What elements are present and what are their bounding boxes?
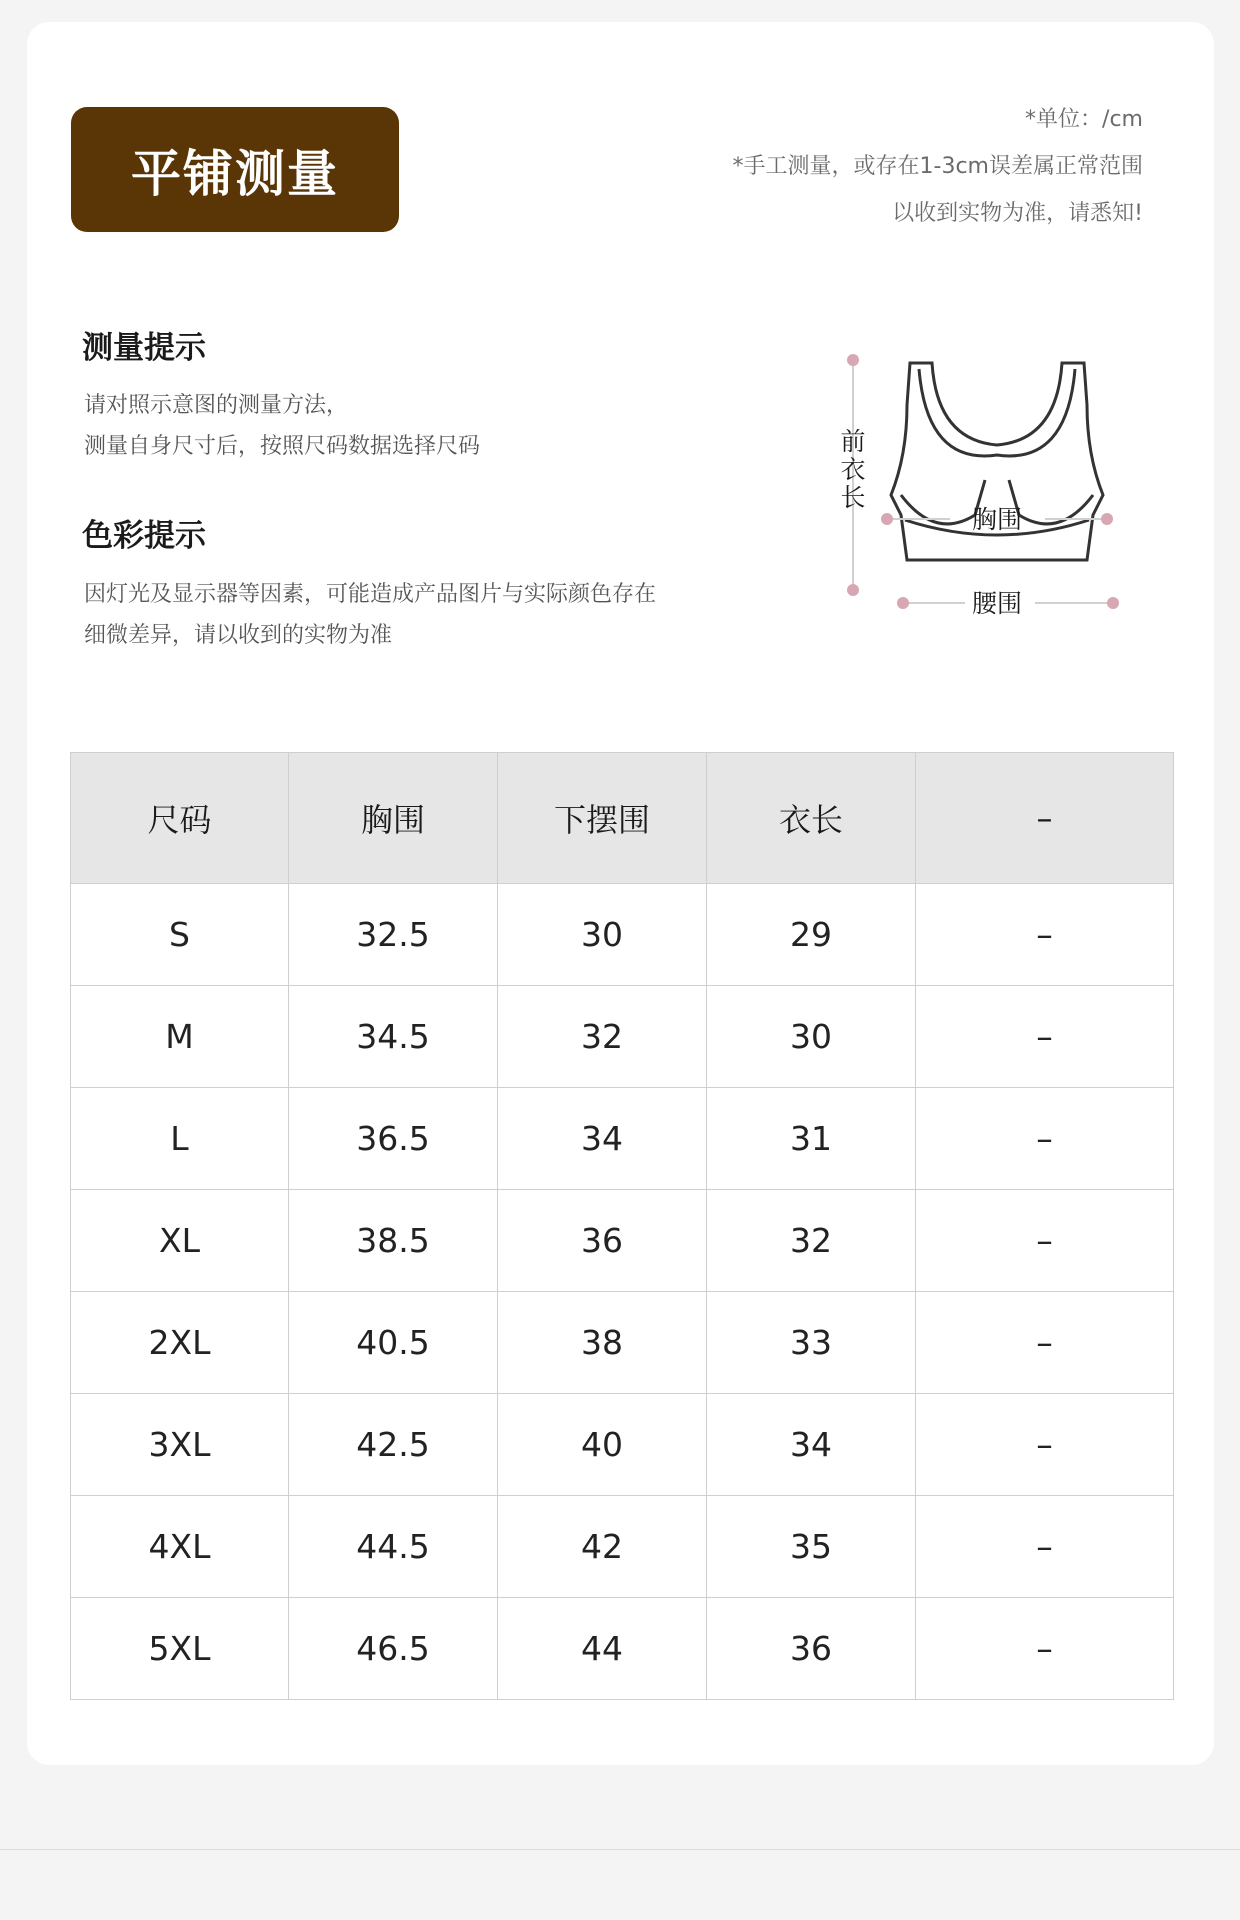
cell-size: L bbox=[71, 1088, 289, 1190]
cell-size: M bbox=[71, 986, 289, 1088]
front-length-label-1: 前 bbox=[840, 427, 866, 456]
cell-extra: – bbox=[916, 1088, 1174, 1190]
color-tip-line-1: 因灯光及显示器等因素，可能造成产品图片与实际颜色存在 bbox=[84, 582, 657, 607]
cell-size: 5XL bbox=[71, 1598, 289, 1700]
front-length-bottom-dot bbox=[847, 584, 859, 596]
table-row bbox=[71, 884, 1174, 986]
cell-length: 29 bbox=[707, 884, 916, 986]
header-length: 衣长 bbox=[707, 753, 916, 884]
measure-tip-line-1: 请对照示意图的测量方法， bbox=[84, 393, 349, 418]
cell-hem: 32 bbox=[498, 986, 707, 1088]
cell-extra: – bbox=[916, 986, 1174, 1088]
chest-left-dot bbox=[881, 513, 893, 525]
note-unit: *单位：/cm bbox=[1025, 107, 1143, 132]
chest-right-dot bbox=[1101, 513, 1113, 525]
cell-length: 33 bbox=[707, 1292, 916, 1394]
cell-length: 32 bbox=[707, 1190, 916, 1292]
front-length-label-3: 长 bbox=[840, 483, 866, 512]
cell-extra: – bbox=[916, 1496, 1174, 1598]
measure-tip-line-2: 测量自身尺寸后，按照尺码数据选择尺码 bbox=[84, 434, 481, 459]
waist-left-dot bbox=[897, 597, 909, 609]
color-tip-line-2: 细微差异，请以收到的实物为准 bbox=[84, 623, 393, 648]
table-row bbox=[71, 986, 1174, 1088]
cell-hem: 34 bbox=[498, 1088, 707, 1190]
title-badge-text: 平铺测量 bbox=[131, 144, 339, 203]
cell-hem: 40 bbox=[498, 1394, 707, 1496]
color-tip-body bbox=[84, 574, 656, 656]
table-row bbox=[71, 1088, 1174, 1190]
cell-chest: 36.5 bbox=[289, 1088, 498, 1190]
header-chest: 胸围 bbox=[289, 753, 498, 884]
header-size: 尺码 bbox=[71, 753, 289, 884]
front-length-top-dot bbox=[847, 354, 859, 366]
cell-chest: 40.5 bbox=[289, 1292, 498, 1394]
cell-size: 2XL bbox=[71, 1292, 289, 1394]
color-tip-title: 色彩提示 bbox=[82, 518, 206, 554]
cell-size: XL bbox=[71, 1190, 289, 1292]
cell-hem: 42 bbox=[498, 1496, 707, 1598]
cell-length: 31 bbox=[707, 1088, 916, 1190]
cell-extra: – bbox=[916, 1292, 1174, 1394]
cell-length: 30 bbox=[707, 986, 916, 1088]
cell-extra: – bbox=[916, 884, 1174, 986]
cell-hem: 38 bbox=[498, 1292, 707, 1394]
cell-hem: 30 bbox=[498, 884, 707, 986]
cell-chest: 44.5 bbox=[289, 1496, 498, 1598]
cell-length: 34 bbox=[707, 1394, 916, 1496]
front-length-label-2: 衣 bbox=[840, 455, 866, 484]
waist-label: 腰围 bbox=[971, 589, 1023, 618]
cell-extra: – bbox=[916, 1190, 1174, 1292]
cell-hem: 36 bbox=[498, 1190, 707, 1292]
measure-tip-body bbox=[84, 385, 480, 467]
unit-notes bbox=[583, 96, 1143, 237]
chest-label: 胸围 bbox=[971, 505, 1023, 534]
cell-size: S bbox=[71, 884, 289, 986]
note-tolerance: *手工测量，或存在1-3cm误差属正常范围 bbox=[732, 154, 1143, 179]
note-confirm: 以收到实物为准，请悉知! bbox=[892, 201, 1143, 226]
cell-size: 4XL bbox=[71, 1496, 289, 1598]
table-row bbox=[71, 1394, 1174, 1496]
header-extra: – bbox=[916, 753, 1174, 884]
bottom-divider bbox=[0, 1849, 1240, 1850]
table-row bbox=[71, 1496, 1174, 1598]
cell-chest: 34.5 bbox=[289, 986, 498, 1088]
garment-diagram bbox=[825, 345, 1155, 625]
cell-size: 3XL bbox=[71, 1394, 289, 1496]
cell-chest: 46.5 bbox=[289, 1598, 498, 1700]
title-badge bbox=[71, 107, 399, 232]
cell-chest: 38.5 bbox=[289, 1190, 498, 1292]
table-header-row bbox=[71, 753, 1174, 884]
measure-tip-title: 测量提示 bbox=[82, 330, 206, 366]
cell-length: 36 bbox=[707, 1598, 916, 1700]
cell-hem: 44 bbox=[498, 1598, 707, 1700]
cell-chest: 32.5 bbox=[289, 884, 498, 986]
waist-right-dot bbox=[1107, 597, 1119, 609]
header-hem: 下摆围 bbox=[498, 753, 707, 884]
size-chart-table bbox=[70, 752, 1174, 1700]
table-row bbox=[71, 1598, 1174, 1700]
cell-chest: 42.5 bbox=[289, 1394, 498, 1496]
cell-extra: – bbox=[916, 1598, 1174, 1700]
cell-extra: – bbox=[916, 1394, 1174, 1496]
table-row bbox=[71, 1292, 1174, 1394]
cell-length: 35 bbox=[707, 1496, 916, 1598]
table-row bbox=[71, 1190, 1174, 1292]
